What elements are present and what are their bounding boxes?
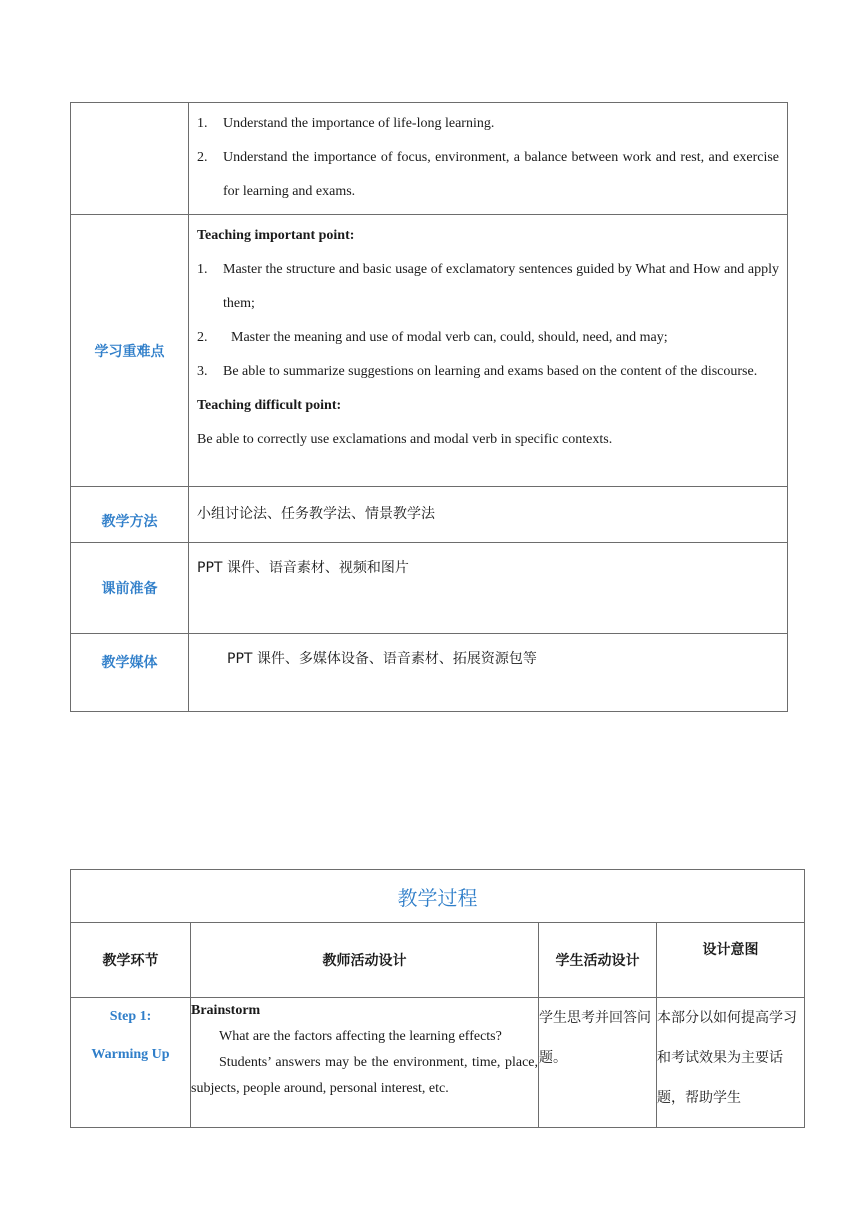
activity-heading: Brainstorm xyxy=(191,1003,261,1018)
teaching-process-table xyxy=(70,869,805,1128)
difficult-point-heading: Teaching difficult point: xyxy=(197,398,342,413)
list-item xyxy=(197,321,779,355)
teacher-activity-cell xyxy=(191,998,539,1128)
media-text: PPT 课件、多媒体设备、语音素材、拓展资源包等 xyxy=(189,634,788,712)
header-design-intent: 设计意图 xyxy=(657,923,805,998)
key-points-label: 学习重难点 xyxy=(71,215,189,487)
item-text: Understand the importance of focus, environment, a balance between work and rest, and exercise for learning and exams. xyxy=(223,150,779,199)
item-text: Understand the importance of life-long learning. xyxy=(223,116,495,131)
item-number: 1. xyxy=(197,262,208,277)
step-name: Warming Up xyxy=(91,1047,170,1062)
objectives-label-cell xyxy=(71,103,189,215)
item-number: 2. xyxy=(197,330,208,345)
media-label: 教学媒体 xyxy=(71,634,189,712)
item-number: 3. xyxy=(197,364,208,379)
important-point-heading: Teaching important point: xyxy=(197,228,355,243)
header-student-activity: 学生活动设计 xyxy=(539,923,657,998)
lesson-info-table xyxy=(70,102,788,712)
list-item xyxy=(197,355,779,389)
item-number: 1. xyxy=(197,116,208,131)
list-item xyxy=(197,141,779,209)
header-teacher-activity: 教师活动设计 xyxy=(191,923,539,998)
student-activity-text: 学生思考并回答问题。 xyxy=(539,998,657,1128)
difficult-point-text: Be able to correctly use exclamations and modal verb in specific contexts. xyxy=(197,432,613,447)
design-intent-text: 本部分以如何提高学习和考试效果为主要话题，帮助学生 xyxy=(657,998,805,1128)
step-number: Step 1: xyxy=(109,1009,152,1024)
header-stage: 教学环节 xyxy=(71,923,191,998)
preparation-text: PPT 课件、语音素材、视频和图片 xyxy=(189,543,788,634)
methods-label: 教学方法 xyxy=(71,487,189,543)
item-text: Master the meaning and use of modal verb can, could, should, need, and may; xyxy=(231,330,668,345)
list-item xyxy=(197,253,779,321)
process-title: 教学过程 xyxy=(71,870,805,923)
objectives-cell xyxy=(189,103,788,215)
activity-answers: Students’ answers may be the environment, time, place, subjects, people around, personal interest, etc. xyxy=(191,1055,538,1096)
list-item xyxy=(197,107,779,141)
key-points-cell xyxy=(189,215,788,487)
activity-question: What are the factors affecting the learning effects? xyxy=(219,1029,502,1044)
item-number: 2. xyxy=(197,150,208,165)
methods-text: 小组讨论法、任务教学法、情景教学法 xyxy=(189,487,788,543)
preparation-label: 课前准备 xyxy=(71,543,189,634)
step-cell xyxy=(71,998,191,1128)
item-text: Be able to summarize suggestions on learning and exams based on the content of the discourse. xyxy=(223,364,758,379)
item-text: Master the structure and basic usage of exclamatory sentences guided by What and How and apply them; xyxy=(223,262,779,311)
